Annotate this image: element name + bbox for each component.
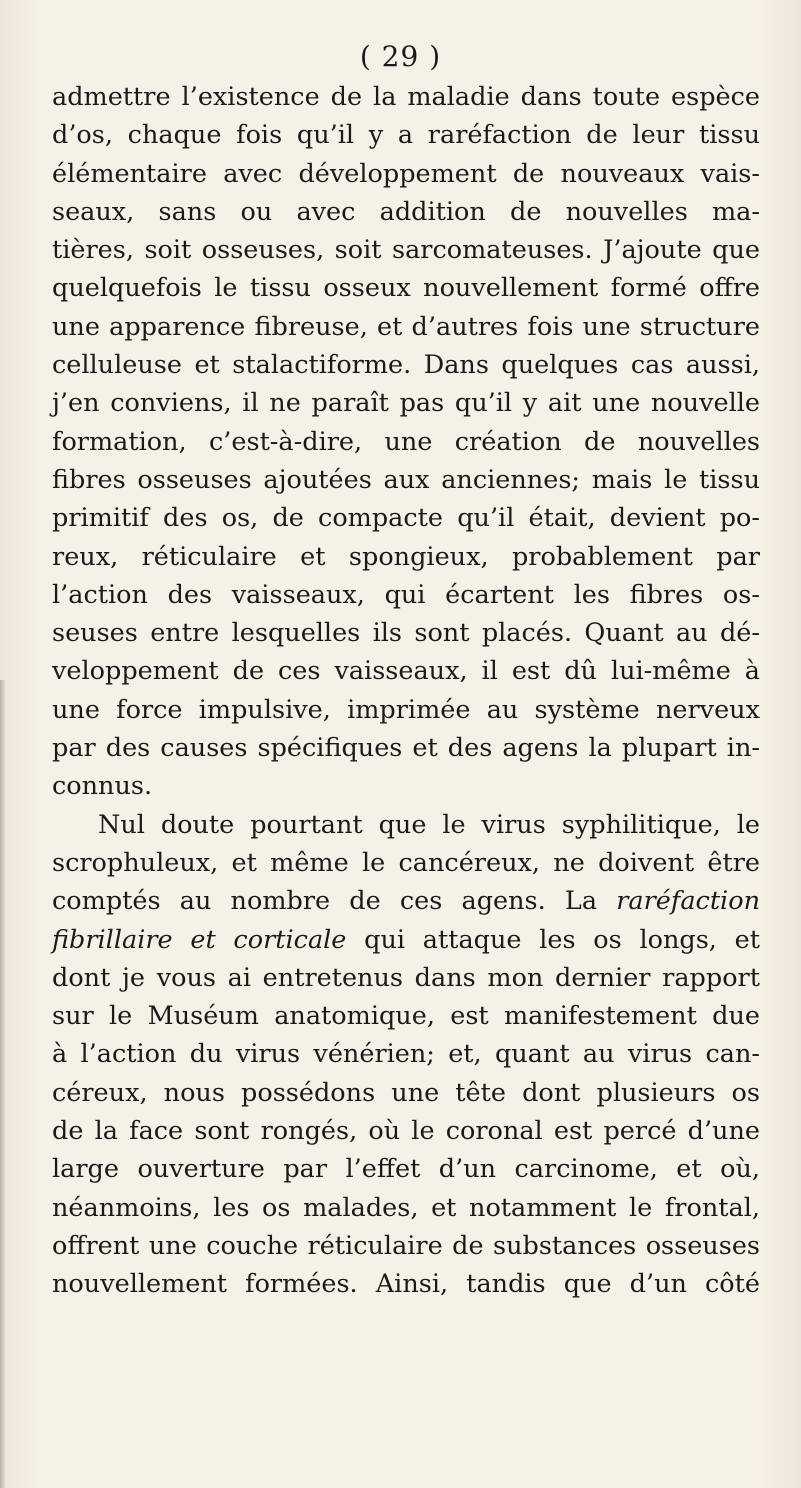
text-line: à l’action du virus vénérien; et, quant au virus can- [52, 1039, 760, 1070]
italic-term: raréfaction [616, 886, 760, 917]
text-line: formation, c’est-à-dire, une création de nouvelles [52, 426, 760, 457]
text-line: seuses entre lesquelles ils sont placés. Quant au dé- [52, 618, 760, 649]
text-line: admettre l’existence de la maladie dans toute espèce [52, 82, 760, 112]
page-edge-shadow [0, 680, 6, 1488]
text-line: sur le Muséum anatomique, est manifestement due [52, 1001, 760, 1032]
text-line: large ouverture par l’effet d’un carcinome, et où, [52, 1154, 760, 1185]
text-line: tières, soit osseuses, soit sarcomateuses. J’ajoute que [52, 235, 760, 266]
text-line: de la face sont rongés, où le coronal est percé d’une [52, 1116, 760, 1147]
page-number: ( 29 ) [359, 40, 442, 73]
text-line: par des causes spécifiques et des agens la plupart in- [52, 733, 760, 764]
text-line: scrophuleux, et même le cancéreux, ne doivent être [52, 847, 760, 878]
text-line: une force impulsive, imprimée au système nerveux [52, 694, 760, 725]
paragraph-start-line: Nul doute pourtant que le virus syphilitique, le [98, 809, 760, 840]
text-line: l’action des vaisseaux, qui écartent les fibres os- [52, 579, 760, 610]
text-line: veloppement de ces vaisseaux, il est dû lui-même à [52, 656, 760, 687]
text-segment: comptés au nombre de ces agens. La [52, 886, 617, 917]
text-line: néanmoins, les os malades, et notamment le frontal, [52, 1192, 760, 1223]
text-line: j’en conviens, il ne paraît pas qu’il y ait une nouvelle [52, 388, 760, 419]
text-line: reux, réticulaire et spongieux, probablement par [52, 541, 760, 572]
text-segment: qui attaque les os longs, et [346, 924, 760, 955]
text-line: fibres osseuses ajoutées aux anciennes; mais le tissu [52, 464, 760, 495]
text-line: nouvellement formées. Ainsi, tandis que d’un côté [52, 1269, 760, 1300]
text-line-with-italic [52, 921, 760, 959]
text-line: élémentaire avec développement de nouveaux vais- [52, 158, 760, 189]
italic-term: fibrillaire et corticale [52, 924, 347, 955]
text-line: offrent une couche réticulaire de substances osseuses [52, 1230, 760, 1261]
paragraph-end-line: connus. [52, 771, 153, 802]
text-line: d’os, chaque fois qu’il y a raréfaction de leur tissu [52, 120, 760, 151]
text-line: une apparence fibreuse, et d’autres fois une structure [52, 311, 760, 342]
text-line: céreux, nous possédons une tête dont plusieurs os [52, 1077, 760, 1108]
text-line: dont je vous ai entretenus dans mon dernier rapport [52, 962, 760, 993]
text-line: primitif des os, de compacte qu’il était, devient po- [52, 503, 760, 534]
body-text [52, 78, 760, 1304]
text-line: celluleuse et stalactiforme. Dans quelques cas aussi, [52, 350, 760, 381]
text-line-with-italic [52, 882, 760, 920]
text-line: quelquefois le tissu osseux nouvellement formé offre [52, 273, 760, 304]
text-line: seaux, sans ou avec addition de nouvelles ma- [52, 196, 760, 227]
